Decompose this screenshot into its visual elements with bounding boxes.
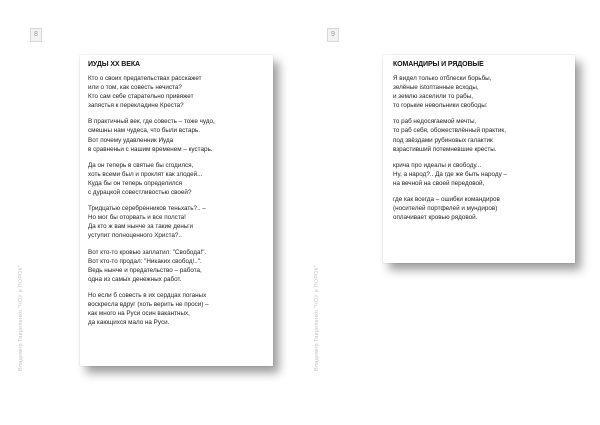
poem-line: то раб себя, обожествлённый практик, <box>393 127 506 135</box>
poem-line: Я видел только отблески борьбы, <box>393 75 492 82</box>
poem-line: крича про идеалы и свободу... <box>393 161 482 169</box>
page-number-right: 9 <box>327 28 339 42</box>
poem-line: оплачивает кровью рядовой. <box>393 214 478 222</box>
poem-line: воскресла вдруг (хоть верить не проси) – <box>88 300 209 308</box>
poem-line: Да кто ж вам нынче за такие деньги <box>88 223 193 231</box>
side-credit-left: Владимир Гавриленко "ЧОУ и ПОРОК" <box>18 265 24 372</box>
poem-line: Куда бы он теперь определился <box>88 179 183 187</box>
poem-line: Кто сам себе старательно привяжет <box>88 93 194 101</box>
poem-line: смешны нам чудеса, что были встарь. <box>88 127 201 135</box>
poem-body-left <box>88 74 265 327</box>
poem-line: где как всегда – ошибки командиров <box>393 196 500 204</box>
poem-line: Ну, а народ?.. Да где же быть народу – <box>393 170 507 178</box>
poem-line: в сравненьи с нашим временем – кустарь. <box>88 145 213 153</box>
stanza <box>88 74 265 110</box>
poem-line: Да он теперь в святые бы сгодился, <box>88 161 194 169</box>
stanza <box>88 117 265 153</box>
stanza <box>88 291 265 327</box>
poem-line: Но если б совесть в их сердцах поганых <box>88 291 207 299</box>
poem-line: одна из самых денежных работ. <box>88 275 182 283</box>
poem-line: то горькие невольники свободы: <box>393 102 488 110</box>
stanza <box>88 204 265 240</box>
poem-line: уступит полноценного Христа?.. <box>88 232 182 240</box>
poem-line: Тридцатью серебренников теньхать?.. – <box>88 205 206 213</box>
stanza <box>88 248 265 284</box>
poem-line: Кто о своих предательствах расскажет <box>88 75 202 82</box>
poem-line: на вечной на своей передовой, <box>393 179 485 187</box>
stanza <box>393 161 567 188</box>
poem-line: Вот кто-то кровью заплатил: "Свобода!". <box>88 248 207 256</box>
side-credit-right: Владимир Гавриленко "ЧОУ и ПОРОК" <box>314 265 320 372</box>
poem-line: да кающихся мало на Руси. <box>88 319 170 327</box>
poem-card-left <box>80 55 273 366</box>
poem-line: Ведь нынче и предательство – работа, <box>88 266 202 274</box>
stanza <box>88 161 265 197</box>
poem-line: зелёные istоптанные всходы, <box>393 84 479 92</box>
poem-line: хоть всеми был и проклят как злодей... <box>88 170 203 178</box>
poem-card-right <box>383 55 575 263</box>
stanza <box>393 117 567 153</box>
poem-line: Но мог бы оторвать и все полста! <box>88 214 186 222</box>
poem-title-right: КОМАНДИРЫ И РЯДОВЫЕ <box>393 61 484 68</box>
poem-line: Вот кто-то продал: "Никаких свобод!..". <box>88 257 202 265</box>
poem-line: взрастивший потемневшие кресты. <box>393 145 497 153</box>
poem-line: Вот почему удавленник Иуда <box>88 136 174 144</box>
poem-line: или о том, как совесть нечиста? <box>88 84 182 92</box>
stanza <box>393 195 567 222</box>
poem-line: В практичный век, где совесть – тоже чудо, <box>88 118 215 126</box>
stanza <box>393 74 567 110</box>
poem-line: то раб недосягаемой мечты, <box>393 118 477 126</box>
poem-line: и землю заселили то рабы, <box>393 93 473 101</box>
poem-line: как много на Руси осин вакантных, <box>88 310 190 318</box>
poem-body-right <box>393 74 567 222</box>
poem-line: (носителей портфелей и мундиров) <box>393 205 498 213</box>
page-number-left: 8 <box>30 28 42 42</box>
poem-title-left: ИУДЫ XX ВЕКА <box>88 61 140 68</box>
poem-line: с дурацкой совестливостью своей? <box>88 189 192 197</box>
poem-line: запястья к перекладине Креста? <box>88 102 184 110</box>
poem-line: под звёздами рубиновых галактик <box>393 136 493 144</box>
